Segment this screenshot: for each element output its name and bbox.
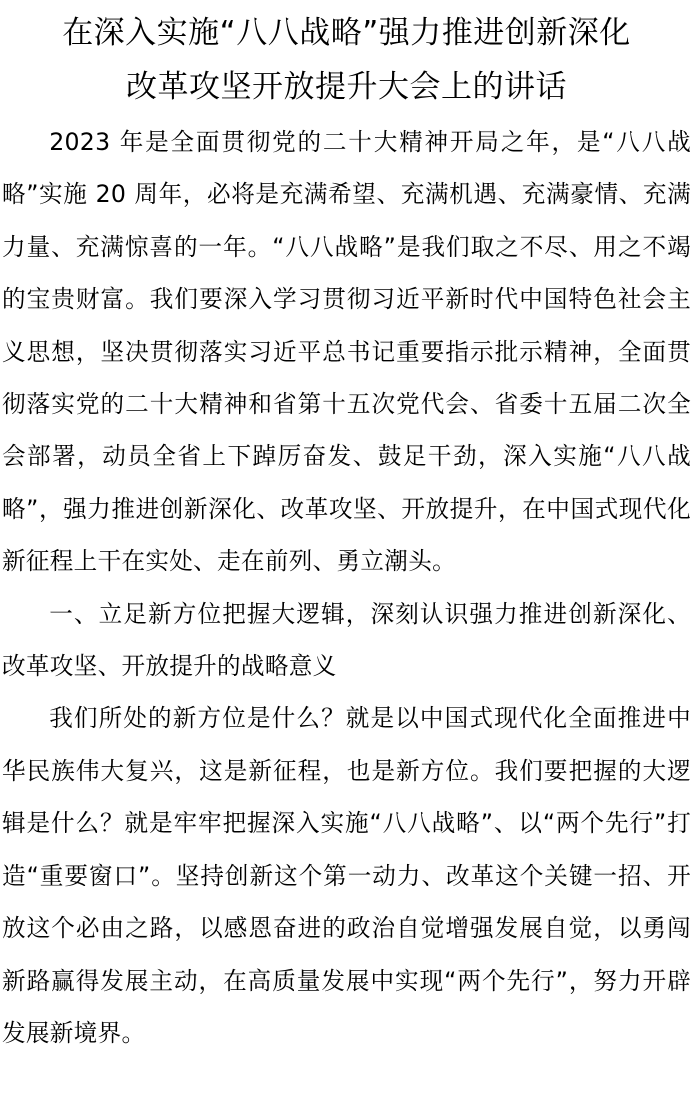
title-line-1: 在深入实施“八八战略”强力推进创新深化	[62, 15, 631, 51]
document-body	[0, 116, 693, 1059]
paragraph-section-one: 我们所处的新方位是什么？就是以中国式现代化全面推进中华民族伟大复兴，这是新征程，也是新方位。我们要把握的大逻辑是什么？就是牢牢把握深入实施“八八战略”、以“两个先行”打造“重要窗口”。坚持创新这个第一动力、改革这个关键一招、开放这个必由之路，以感恩奋进的政治自觉增强发展自觉，以勇闯新路赢得发展主动，在高质量发展中实现“两个先行”，努力开辟发展新境界。	[2, 704, 691, 1047]
section-heading: 一、立足新方位把握大逻辑，深刻认识强力推进创新深化、改革攻坚、开放提升的战略意义	[2, 599, 691, 681]
document-title	[0, 0, 693, 114]
paragraph-intro: 2023 年是全面贯彻党的二十大精神开局之年，是“八八战略”实施 20 周年，必将是充满希望、充满机遇、充满豪情、充满力量、充满惊喜的一年。“八八战略”是我们取之不尽、用之不竭的宝贵财富。我们要深入学习贯彻习近平新时代中国特色社会主义思想，坚决贯彻落实习近平总书记重要指示批示精神，全面贯彻落实党的二十大精神和省第十五次党代会、省委十五届二次全会部署，动员全省上下踔厉奋发、鼓足干劲，深入实施“八八战略”，强力推进创新深化、改革攻坚、开放提升，在中国式现代化新征程上干在实处、走在前列、勇立潮头。	[2, 128, 691, 576]
title-line-2: 改革攻坚开放提升大会上的讲话	[126, 69, 567, 105]
